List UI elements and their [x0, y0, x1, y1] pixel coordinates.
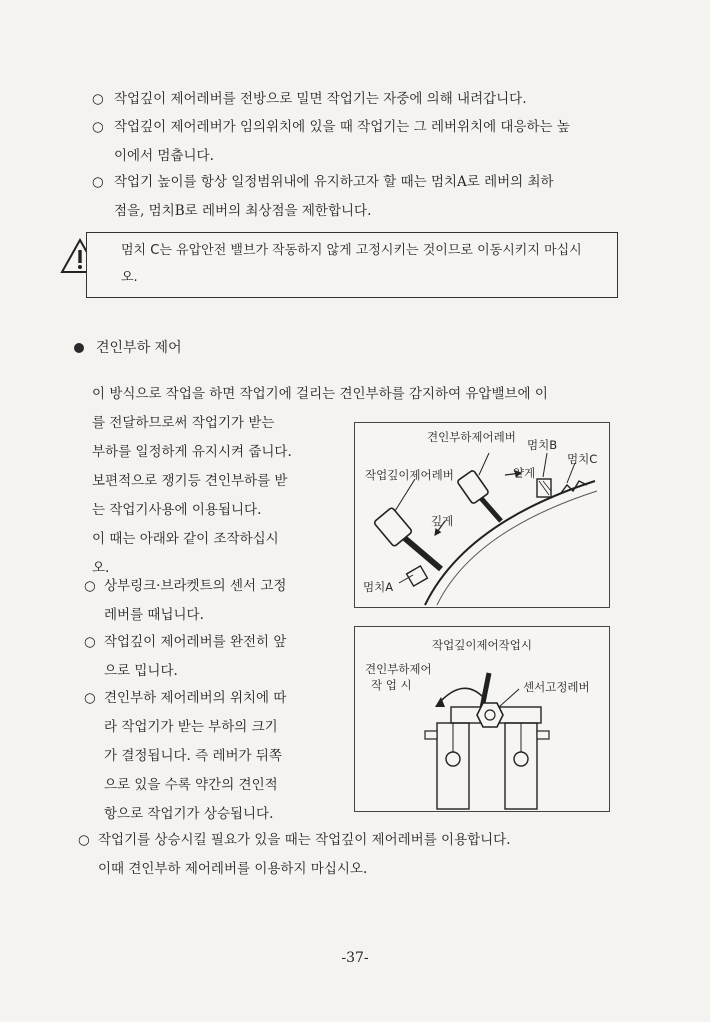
- paragraph-line: 이 때는 아래와 같이 조작하십시: [92, 531, 279, 547]
- bullet-marker: ○: [92, 91, 104, 107]
- bullet-marker: ○: [92, 174, 104, 190]
- bullet-text: 라 작업기가 받는 부하의 크기: [104, 719, 278, 735]
- bullet-text: 항으로 작업기가 상승됩니다.: [104, 806, 274, 822]
- page-number: -37-: [341, 950, 369, 966]
- paragraph-line: 부하를 일정하게 유지시켜 줍니다.: [92, 444, 292, 460]
- bullet-marker: ○: [78, 832, 90, 848]
- warning-text: 오.: [121, 270, 138, 285]
- label-depth-lever: 작업깊이제어레버: [365, 468, 454, 482]
- sensor-lever-figure: [354, 626, 610, 812]
- bullet-text: 작업깊이 제어레버를 완전히 앞: [104, 634, 287, 650]
- bullet-text: 점을, 멈치B로 레버의 최상점을 제한합니다.: [114, 203, 372, 219]
- bullet-text: 레버를 때닙니다.: [104, 607, 204, 623]
- bullet-text: 이에서 멈춥니다.: [114, 148, 214, 164]
- figure2-title: 작업깊이제어작업시: [432, 638, 532, 652]
- bullet-item: [84, 684, 346, 829]
- paragraph-line: 는 작업기사용에 이용됩니다.: [92, 502, 262, 518]
- label-draft-lever: 견인부하제어레버: [427, 430, 516, 444]
- bullet-item: [92, 113, 632, 171]
- paragraph-line: 오.: [92, 560, 110, 576]
- sensor-lever-drawing: [355, 627, 609, 811]
- bullet-item: [84, 628, 344, 686]
- warning-text: 멈치 C는 유압안전 밸브가 작동하지 않게 고정시키는 것이므로 이동시키지 마십시: [121, 243, 582, 258]
- paragraph-line: 이 방식으로 작업을 하면 작업기에 걸리는 견인부하를 감지하여 유압밸브에 이: [92, 386, 548, 402]
- bullet-item: [78, 826, 618, 884]
- label-stopper-a: 멈치A: [363, 580, 394, 594]
- bullet-text: 가 결정됩니다. 즉 레버가 뒤쪽: [104, 748, 282, 764]
- bullet-text: 작업기 높이를 항상 일정범위내에 유지하고자 할 때는 멈치A로 레버의 최하: [114, 174, 554, 190]
- section-title: 견인부하 제어: [96, 340, 182, 356]
- intro-paragraph: [92, 380, 632, 409]
- bullet-marker: ○: [84, 690, 96, 706]
- label-draft-work-2: 작 업 시: [371, 678, 412, 692]
- bullet-text: 견인부하 제어레버의 위치에 따: [104, 690, 287, 706]
- intro-paragraph-wrapped: [92, 409, 342, 583]
- label-sensor-lever: 센서고정레버: [523, 680, 590, 694]
- bullet-text: 작업기를 상승시킬 필요가 있을 때는 작업깊이 제어레버를 이용합니다.: [98, 832, 511, 848]
- section-heading: [74, 337, 182, 357]
- bullet-text: 으로 밉니다.: [104, 663, 178, 679]
- label-draft-work-1: 견인부하제어: [365, 662, 432, 676]
- bullet-text: 으로 있을 수록 약간의 견인적: [104, 777, 278, 793]
- lever-diagram-figure: [354, 422, 610, 608]
- bullet-marker: ○: [92, 119, 104, 135]
- label-stopper-b: 멈치B: [527, 438, 558, 452]
- label-stopper-c: 멈치C: [567, 452, 598, 466]
- bullet-marker: ○: [84, 578, 96, 594]
- bullet-text: 작업깊이 제어레버를 전방으로 밀면 작업기는 자중에 의해 내려갑니다.: [114, 91, 527, 107]
- warning-box: [86, 232, 618, 298]
- label-deep: 깊게: [431, 514, 454, 528]
- bullet-text: 상부링크·브라켓트의 센서 고정: [104, 578, 287, 594]
- bullet-text: 작업깊이 제어레버가 임의위치에 있을 때 작업기는 그 레버위치에 대응하는 높: [114, 119, 570, 135]
- bullet-item: [84, 572, 344, 630]
- label-shallow: 얕게: [513, 466, 536, 480]
- bullet-item: [92, 168, 632, 226]
- paragraph-line: 보편적으로 쟁기등 견인부하를 받: [92, 473, 288, 489]
- bullet-item: [92, 85, 612, 114]
- bullet-dot-icon: [74, 343, 84, 353]
- paragraph-line: 를 전달하므로써 작업기가 받는: [92, 415, 275, 431]
- bullet-marker: ○: [84, 634, 96, 650]
- bullet-text: 이때 견인부하 제어레버를 이용하지 마십시오.: [98, 861, 368, 877]
